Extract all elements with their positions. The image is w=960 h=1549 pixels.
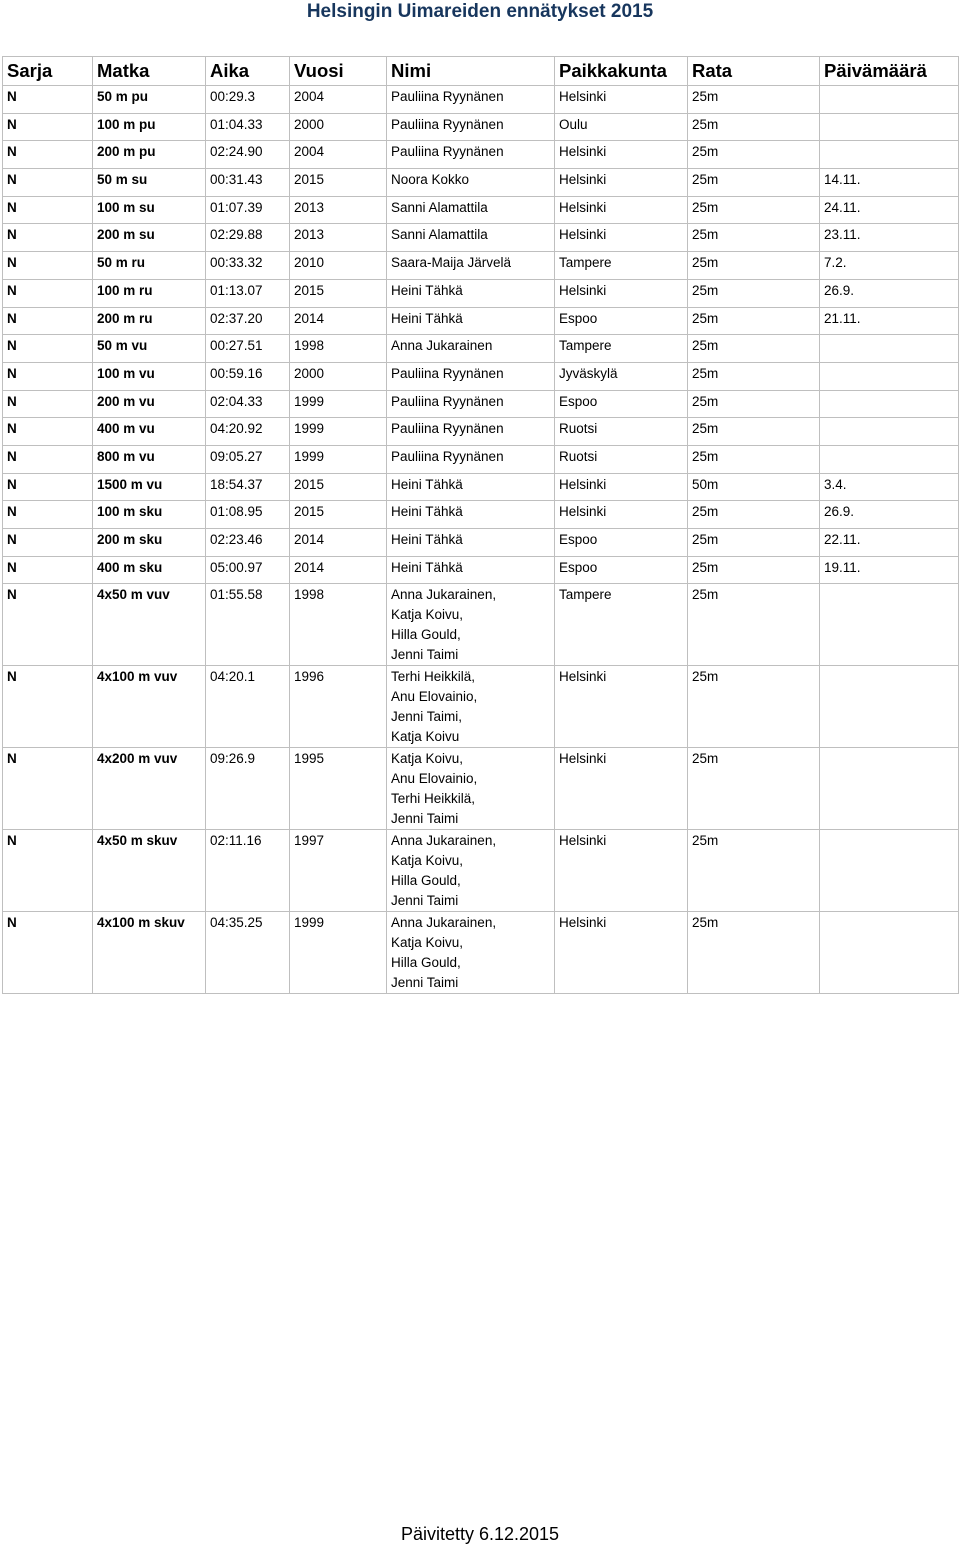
cell-matka: 4x50 m vuv xyxy=(93,584,206,666)
cell-vuosi: 1997 xyxy=(290,830,387,912)
cell-matka: 4x50 m skuv xyxy=(93,830,206,912)
cell-rata: 25m xyxy=(688,830,820,912)
swimmer-name: Hilla Gould, xyxy=(391,627,461,643)
cell-sarja: N xyxy=(3,86,93,114)
cell-matka: 1500 m vu xyxy=(93,473,206,501)
swimmer-name: Pauliina Ryynänen xyxy=(391,116,504,132)
cell-paivamaara xyxy=(820,912,959,994)
table-row xyxy=(3,224,959,252)
cell-nimi xyxy=(387,666,555,748)
cell-aika: 01:55.58 xyxy=(206,584,290,666)
cell-vuosi: 1999 xyxy=(290,912,387,994)
swimmer-name: Anu Elovainio, xyxy=(391,771,478,787)
cell-sarja: N xyxy=(3,666,93,748)
table-row xyxy=(3,141,959,169)
table-row xyxy=(3,335,959,363)
cell-aika: 04:35.25 xyxy=(206,912,290,994)
swimmer-name: Katja Koivu, xyxy=(391,751,464,767)
cell-paikkakunta: Helsinki xyxy=(555,748,688,830)
cell-matka: 100 m vu xyxy=(93,362,206,390)
table-row xyxy=(3,418,959,446)
cell-sarja: N xyxy=(3,169,93,197)
cell-rata: 25m xyxy=(688,418,820,446)
swimmer-name: Noora Kokko xyxy=(391,172,470,188)
cell-rata: 25m xyxy=(688,529,820,557)
table-row xyxy=(3,362,959,390)
cell-aika: 00:33.32 xyxy=(206,252,290,280)
swimmer-name: Jenni Taimi xyxy=(391,975,459,991)
table-row xyxy=(3,196,959,224)
cell-aika: 00:31.43 xyxy=(206,169,290,197)
cell-nimi xyxy=(387,473,555,501)
cell-paikkakunta: Helsinki xyxy=(555,196,688,224)
cell-nimi xyxy=(387,830,555,912)
cell-rata: 25m xyxy=(688,445,820,473)
cell-paivamaara: 7.2. xyxy=(820,252,959,280)
cell-aika: 04:20.92 xyxy=(206,418,290,446)
cell-rata: 25m xyxy=(688,584,820,666)
cell-aika: 02:23.46 xyxy=(206,529,290,557)
cell-paivamaara: 3.4. xyxy=(820,473,959,501)
cell-aika: 00:59.16 xyxy=(206,362,290,390)
cell-sarja: N xyxy=(3,390,93,418)
swimmer-name: Pauliina Ryynänen xyxy=(391,421,504,437)
swimmer-name: Katja Koivu, xyxy=(391,853,464,869)
records-table xyxy=(2,56,959,994)
table-row xyxy=(3,307,959,335)
swimmer-name: Heini Tähkä xyxy=(391,310,463,326)
cell-nimi xyxy=(387,445,555,473)
cell-aika: 01:07.39 xyxy=(206,196,290,224)
cell-vuosi: 2013 xyxy=(290,224,387,252)
table-row xyxy=(3,113,959,141)
swimmer-name: Jenni Taimi xyxy=(391,811,459,827)
cell-nimi xyxy=(387,141,555,169)
cell-rata: 25m xyxy=(688,501,820,529)
cell-paivamaara xyxy=(820,748,959,830)
cell-sarja: N xyxy=(3,307,93,335)
cell-nimi xyxy=(387,556,555,584)
swimmer-name: Anna Jukarainen, xyxy=(391,915,497,931)
table-row xyxy=(3,86,959,114)
cell-nimi xyxy=(387,307,555,335)
cell-sarja: N xyxy=(3,113,93,141)
swimmer-name: Katja Koivu, xyxy=(391,607,464,623)
header-row xyxy=(3,57,959,86)
cell-nimi xyxy=(387,252,555,280)
cell-sarja: N xyxy=(3,224,93,252)
cell-paikkakunta: Helsinki xyxy=(555,169,688,197)
cell-vuosi: 2013 xyxy=(290,196,387,224)
cell-rata: 25m xyxy=(688,252,820,280)
page-title: Helsingin Uimareiden ennätykset 2015 xyxy=(306,1,654,22)
column-header-rata: Rata xyxy=(688,57,820,86)
swimmer-name: Terhi Heikkilä, xyxy=(391,669,476,685)
cell-vuosi: 2000 xyxy=(290,362,387,390)
swimmer-name: Heini Tähkä xyxy=(391,532,463,547)
cell-aika: 04:20.1 xyxy=(206,666,290,748)
swimmer-name: Anu Elovainio, xyxy=(391,689,478,705)
cell-nimi xyxy=(387,390,555,418)
cell-paikkakunta: Helsinki xyxy=(555,141,688,169)
cell-paikkakunta: Oulu xyxy=(555,113,688,141)
cell-nimi xyxy=(387,418,555,446)
cell-matka: 100 m sku xyxy=(93,501,206,529)
cell-vuosi: 1996 xyxy=(290,666,387,748)
table-row xyxy=(3,666,959,748)
cell-matka: 200 m vu xyxy=(93,390,206,418)
cell-matka: 100 m su xyxy=(93,196,206,224)
cell-aika: 02:11.16 xyxy=(206,830,290,912)
cell-paikkakunta: Helsinki xyxy=(555,830,688,912)
cell-nimi xyxy=(387,113,555,141)
table-row xyxy=(3,169,959,197)
cell-matka: 50 m ru xyxy=(93,252,206,280)
table-row xyxy=(3,912,959,994)
cell-sarja: N xyxy=(3,252,93,280)
cell-aika: 02:29.88 xyxy=(206,224,290,252)
cell-nimi xyxy=(387,529,555,557)
cell-paikkakunta: Tampere xyxy=(555,252,688,280)
cell-rata: 50m xyxy=(688,473,820,501)
swimmer-name: Pauliina Ryynänen xyxy=(391,448,504,464)
cell-matka: 100 m ru xyxy=(93,279,206,307)
swimmer-name: Saara-Maija Järvelä xyxy=(391,255,512,271)
cell-sarja: N xyxy=(3,418,93,446)
cell-nimi xyxy=(387,86,555,114)
cell-matka: 4x100 m skuv xyxy=(93,912,206,994)
cell-paikkakunta: Espoo xyxy=(555,529,688,557)
cell-vuosi: 2004 xyxy=(290,86,387,114)
cell-aika: 00:27.51 xyxy=(206,335,290,363)
swimmer-name: Heini Tähkä xyxy=(391,282,463,298)
cell-rata: 25m xyxy=(688,196,820,224)
table-row xyxy=(3,748,959,830)
cell-paivamaara: 14.11. xyxy=(820,169,959,197)
cell-nimi xyxy=(387,748,555,830)
cell-sarja: N xyxy=(3,748,93,830)
cell-nimi xyxy=(387,196,555,224)
swimmer-name: Jenni Taimi, xyxy=(391,709,463,725)
cell-paivamaara xyxy=(820,390,959,418)
cell-aika: 01:13.07 xyxy=(206,279,290,307)
records-body xyxy=(3,86,959,994)
cell-aika: 02:04.33 xyxy=(206,390,290,418)
swimmer-name: Pauliina Ryynänen xyxy=(391,144,504,160)
column-header-matka: Matka xyxy=(93,57,206,86)
cell-aika: 01:04.33 xyxy=(206,113,290,141)
column-header-paikkakunta: Paikkakunta xyxy=(555,57,688,86)
cell-paivamaara: 26.9. xyxy=(820,501,959,529)
cell-paivamaara xyxy=(820,362,959,390)
cell-paivamaara: 19.11. xyxy=(820,556,959,584)
cell-paivamaara xyxy=(820,113,959,141)
cell-nimi xyxy=(387,362,555,390)
cell-aika: 05:00.97 xyxy=(206,556,290,584)
cell-paivamaara: 23.11. xyxy=(820,224,959,252)
table-row xyxy=(3,556,959,584)
cell-rata: 25m xyxy=(688,912,820,994)
cell-sarja: N xyxy=(3,141,93,169)
cell-rata: 25m xyxy=(688,86,820,114)
cell-rata: 25m xyxy=(688,556,820,584)
swimmer-name: Sanni Alamattila xyxy=(391,227,488,243)
cell-paikkakunta: Tampere xyxy=(555,584,688,666)
table-row xyxy=(3,584,959,666)
column-header-sarja: Sarja xyxy=(3,57,93,86)
cell-sarja: N xyxy=(3,501,93,529)
cell-paikkakunta: Helsinki xyxy=(555,501,688,529)
cell-nimi xyxy=(387,912,555,994)
cell-rata: 25m xyxy=(688,390,820,418)
swimmer-name: Katja Koivu, xyxy=(391,935,464,951)
table-row xyxy=(3,252,959,280)
table-row xyxy=(3,830,959,912)
cell-paivamaara xyxy=(820,141,959,169)
cell-nimi xyxy=(387,279,555,307)
table-row xyxy=(3,390,959,418)
swimmer-name: Sanni Alamattila xyxy=(391,199,488,215)
cell-nimi xyxy=(387,501,555,529)
cell-paikkakunta: Espoo xyxy=(555,390,688,418)
table-row xyxy=(3,473,959,501)
cell-aika: 01:08.95 xyxy=(206,501,290,529)
cell-matka: 4x100 m vuv xyxy=(93,666,206,748)
cell-paikkakunta: Helsinki xyxy=(555,224,688,252)
cell-vuosi: 2004 xyxy=(290,141,387,169)
cell-vuosi: 2015 xyxy=(290,169,387,197)
cell-matka: 50 m pu xyxy=(93,86,206,114)
cell-sarja: N xyxy=(3,473,93,501)
swimmer-name: Pauliina Ryynänen xyxy=(391,89,504,104)
cell-paikkakunta: Helsinki xyxy=(555,279,688,307)
cell-vuosi: 2015 xyxy=(290,501,387,529)
cell-paikkakunta: Helsinki xyxy=(555,86,688,114)
cell-vuosi: 1999 xyxy=(290,390,387,418)
cell-matka: 800 m vu xyxy=(93,445,206,473)
cell-paikkakunta: Espoo xyxy=(555,556,688,584)
swimmer-name: Heini Tähkä xyxy=(391,504,463,520)
cell-matka: 400 m sku xyxy=(93,556,206,584)
cell-matka: 200 m pu xyxy=(93,141,206,169)
cell-sarja: N xyxy=(3,196,93,224)
swimmer-name: Pauliina Ryynänen xyxy=(391,365,504,381)
cell-rata: 25m xyxy=(688,362,820,390)
cell-paivamaara xyxy=(820,86,959,114)
cell-vuosi: 1998 xyxy=(290,584,387,666)
cell-rata: 25m xyxy=(688,169,820,197)
cell-sarja: N xyxy=(3,584,93,666)
column-header-nimi: Nimi xyxy=(387,57,555,86)
cell-aika: 02:24.90 xyxy=(206,141,290,169)
cell-sarja: N xyxy=(3,912,93,994)
cell-aika: 18:54.37 xyxy=(206,473,290,501)
cell-sarja: N xyxy=(3,279,93,307)
cell-paivamaara xyxy=(820,418,959,446)
cell-vuosi: 1998 xyxy=(290,335,387,363)
cell-paikkakunta: Espoo xyxy=(555,307,688,335)
cell-aika: 00:29.3 xyxy=(206,86,290,114)
cell-vuosi: 2014 xyxy=(290,556,387,584)
cell-vuosi: 2014 xyxy=(290,307,387,335)
cell-paivamaara xyxy=(820,335,959,363)
cell-rata: 25m xyxy=(688,141,820,169)
cell-paivamaara xyxy=(820,666,959,748)
cell-paikkakunta: Tampere xyxy=(555,335,688,363)
cell-paivamaara: 24.11. xyxy=(820,196,959,224)
cell-sarja: N xyxy=(3,830,93,912)
swimmer-name: Jenni Taimi xyxy=(391,893,459,909)
cell-matka: 50 m vu xyxy=(93,335,206,363)
table-row xyxy=(3,529,959,557)
cell-aika: 09:26.9 xyxy=(206,748,290,830)
cell-vuosi: 2015 xyxy=(290,473,387,501)
cell-rata: 25m xyxy=(688,224,820,252)
swimmer-name: Pauliina Ryynänen xyxy=(391,393,504,409)
column-header-vuosi: Vuosi xyxy=(290,57,387,86)
cell-vuosi: 2015 xyxy=(290,279,387,307)
table-row xyxy=(3,279,959,307)
cell-paikkakunta: Ruotsi xyxy=(555,445,688,473)
cell-paikkakunta: Helsinki xyxy=(555,912,688,994)
swimmer-name: Terhi Heikkilä, xyxy=(391,791,476,807)
cell-sarja: N xyxy=(3,445,93,473)
cell-sarja: N xyxy=(3,335,93,363)
cell-rata: 25m xyxy=(688,307,820,335)
swimmer-name: Hilla Gould, xyxy=(391,873,461,889)
cell-paivamaara: 21.11. xyxy=(820,307,959,335)
cell-paivamaara xyxy=(820,445,959,473)
cell-rata: 25m xyxy=(688,748,820,830)
swimmer-name: Heini Tähkä xyxy=(391,559,463,575)
swimmer-name: Heini Tähkä xyxy=(391,476,463,492)
swimmer-name: Katja Koivu xyxy=(391,729,460,745)
swimmer-name: Anna Jukarainen, xyxy=(391,833,497,849)
cell-nimi xyxy=(387,169,555,197)
cell-nimi xyxy=(387,224,555,252)
updated-footer: Päivitetty 6.12.2015 xyxy=(400,1524,560,1544)
cell-paivamaara xyxy=(820,830,959,912)
cell-nimi xyxy=(387,584,555,666)
cell-matka: 200 m ru xyxy=(93,307,206,335)
cell-sarja: N xyxy=(3,362,93,390)
cell-vuosi: 1995 xyxy=(290,748,387,830)
swimmer-name: Hilla Gould, xyxy=(391,955,461,971)
cell-paikkakunta: Ruotsi xyxy=(555,418,688,446)
cell-vuosi: 2000 xyxy=(290,113,387,141)
cell-aika: 02:37.20 xyxy=(206,307,290,335)
cell-rata: 25m xyxy=(688,666,820,748)
cell-matka: 200 m sku xyxy=(93,529,206,557)
cell-sarja: N xyxy=(3,529,93,557)
cell-matka: 4x200 m vuv xyxy=(93,748,206,830)
cell-aika: 09:05.27 xyxy=(206,445,290,473)
cell-paikkakunta: Helsinki xyxy=(555,666,688,748)
cell-paikkakunta: Helsinki xyxy=(555,473,688,501)
cell-matka: 100 m pu xyxy=(93,113,206,141)
swimmer-name: Jenni Taimi xyxy=(391,647,459,663)
cell-rata: 25m xyxy=(688,113,820,141)
cell-paivamaara: 22.11. xyxy=(820,529,959,557)
swimmer-name: Anna Jukarainen xyxy=(391,338,493,354)
cell-vuosi: 1999 xyxy=(290,418,387,446)
cell-matka: 200 m su xyxy=(93,224,206,252)
column-header-aika: Aika xyxy=(206,57,290,86)
table-row xyxy=(3,445,959,473)
cell-matka: 50 m su xyxy=(93,169,206,197)
column-header-paivamaara: Päivämäärä xyxy=(820,57,959,86)
cell-rata: 25m xyxy=(688,279,820,307)
cell-sarja: N xyxy=(3,556,93,584)
cell-paivamaara xyxy=(820,584,959,666)
cell-rata: 25m xyxy=(688,335,820,363)
cell-vuosi: 2014 xyxy=(290,529,387,557)
cell-paivamaara: 26.9. xyxy=(820,279,959,307)
cell-matka: 400 m vu xyxy=(93,418,206,446)
table-row xyxy=(3,501,959,529)
cell-nimi xyxy=(387,335,555,363)
cell-vuosi: 2010 xyxy=(290,252,387,280)
swimmer-name: Anna Jukarainen, xyxy=(391,587,497,603)
cell-vuosi: 1999 xyxy=(290,445,387,473)
cell-paikkakunta: Jyväskylä xyxy=(555,362,688,390)
